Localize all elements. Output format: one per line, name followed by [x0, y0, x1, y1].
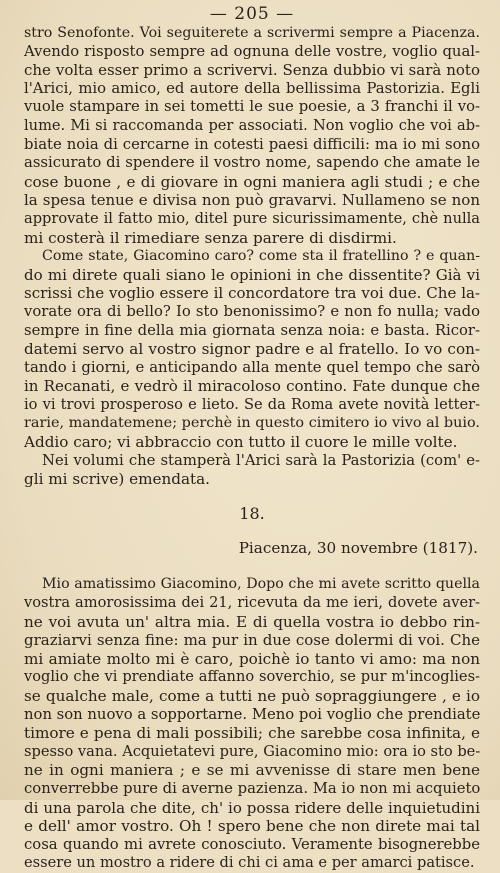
text-line: vorate ora di bello? Io sto benonissimo? e non fo nulla; vado: [24, 302, 480, 320]
text-line: ne in ogni maniera ; e se mi avvenisse di stare men bene: [24, 761, 480, 780]
text-line: l'Arici, mio amico, ed autore della bellissima Pastorizia. Egli: [24, 79, 480, 97]
text-line: mi costerà il rimediare senza parere di disdirmi.: [24, 228, 397, 247]
text-line: stro Senofonte. Voi seguiterete a scrivermi sempre a Piacenza.: [24, 25, 480, 41]
text-line: Avendo risposto sempre ad ognuna delle vostre, voglio qual-: [24, 42, 480, 60]
text-line: e dell' amor vostro. Oh ! spero bene che non direte mai tal: [24, 817, 480, 836]
text-line: vuole stampare in sei tometti le sue poesie, a 3 franchi il vo-: [24, 98, 480, 116]
text-line: mi amiate molto mi è caro, poichè io tanto vi amo: ma non: [24, 649, 480, 668]
paragraph-postscript: [24, 452, 480, 489]
text-line: in Recanati, e vedrò il miracoloso contino. Fate dunque che: [24, 377, 480, 396]
paragraph-letter-continuation: [24, 24, 480, 247]
text-line: graziarvi senza fine: ma pur in due cose dolermi di voi. Che: [24, 631, 480, 650]
text-line: lume. Mi si raccomanda per associati. Non voglio che voi ab-: [24, 116, 480, 134]
text-line: ne voi avuta un' altra mia. E di quella vostra io debbo rin-: [24, 612, 480, 631]
text-line: vostra amorosissima dei 21, ricevuta da me ieri, dovete aver-: [24, 594, 480, 612]
text-line: voglio che vi prendiate affanno soverchio, se pur m'incoglies-: [24, 668, 480, 686]
text-line: non son nuovo a sopportarne. Meno poi voglio che prendiate: [24, 705, 481, 723]
text-line: assicurato di spendere il vostro nome, sapendo che amate le: [24, 154, 480, 172]
text-line: spesso vana. Acquietatevi pure, Giacomino mio: ora io sto be-: [24, 742, 481, 760]
text-line: io vi trovi prosperoso e lieto. Se da Roma avete novità letter-: [24, 395, 480, 413]
text-line: che volta esser primo a scrivervi. Senza dubbio vi sarà noto: [24, 61, 480, 80]
text-line: Come state, Giacomino caro? come sta il fratellino ? e quan-: [42, 248, 480, 265]
text-line: cose buone , e di giovare in ogni maniera agli studi ; e che: [24, 172, 480, 191]
text-line: Mio amatissimo Giacomino, Dopo che mi avete scritto quella: [42, 576, 480, 593]
text-line: se qualche male, come a tutti ne può sopraggiungere , e io: [24, 687, 480, 705]
text-line: Nei volumi che stamperà l'Arici sarà la Pastorizia (com' e-: [42, 451, 480, 469]
text-line: biate noia di cercarne in cotesti paesi difficili: ma io mi sono: [24, 135, 480, 153]
text-line: di una parola che dite, ch' io possa ridere delle inquietudini: [24, 798, 480, 817]
letter-dateline: Piacenza, 30 novembre (1817).: [238, 538, 478, 557]
text-line: scrissi che voglio essere il concordatore tra voi due. Che la-: [24, 284, 480, 303]
text-line: Addio caro; vi abbraccio con tutto il cuore le mille volte.: [24, 433, 458, 452]
text-line: tando i giorni, e anticipando alla mente quel tempo che sarò: [24, 358, 480, 376]
text-line: timore e pena di mali possibili; che sarebbe cosa infinita, e: [24, 724, 480, 743]
page-number: — 205 —: [209, 4, 295, 24]
text-line: converrebbe pure di averne pazienza. Ma io non mi acquieto: [24, 779, 481, 797]
text-line: essere un mostro a ridere di chi ci ama e per amarci patisce.: [24, 854, 475, 872]
text-line: cosa quando mi avrete conosciuto. Veramente bisognerebbe: [24, 835, 480, 853]
paragraph-letter-18: [24, 575, 480, 873]
text-line: sempre in fine della mia giornata senza noia: e basta. Ricor-: [24, 321, 480, 339]
text-line: la spesa tenue e divisa non può gravarvi. Nullameno se non: [24, 191, 480, 210]
letter-number: 18.: [239, 503, 265, 523]
text-line: rarie, mandatemene; perchè in questo cimitero io vivo al buio.: [24, 415, 480, 432]
text-line: approvate il fatto mio, ditel pure sicurissimamente, chè nulla: [24, 209, 480, 227]
text-line: gli mi scrive) emendata.: [24, 470, 211, 489]
text-line: datemi servo al vostro signor padre e al fratello. Io vo con-: [24, 340, 480, 359]
paragraph-greetings: [24, 247, 480, 452]
text-line: do mi direte quali siano le opinioni in che dissentite? Già vi: [24, 265, 480, 284]
